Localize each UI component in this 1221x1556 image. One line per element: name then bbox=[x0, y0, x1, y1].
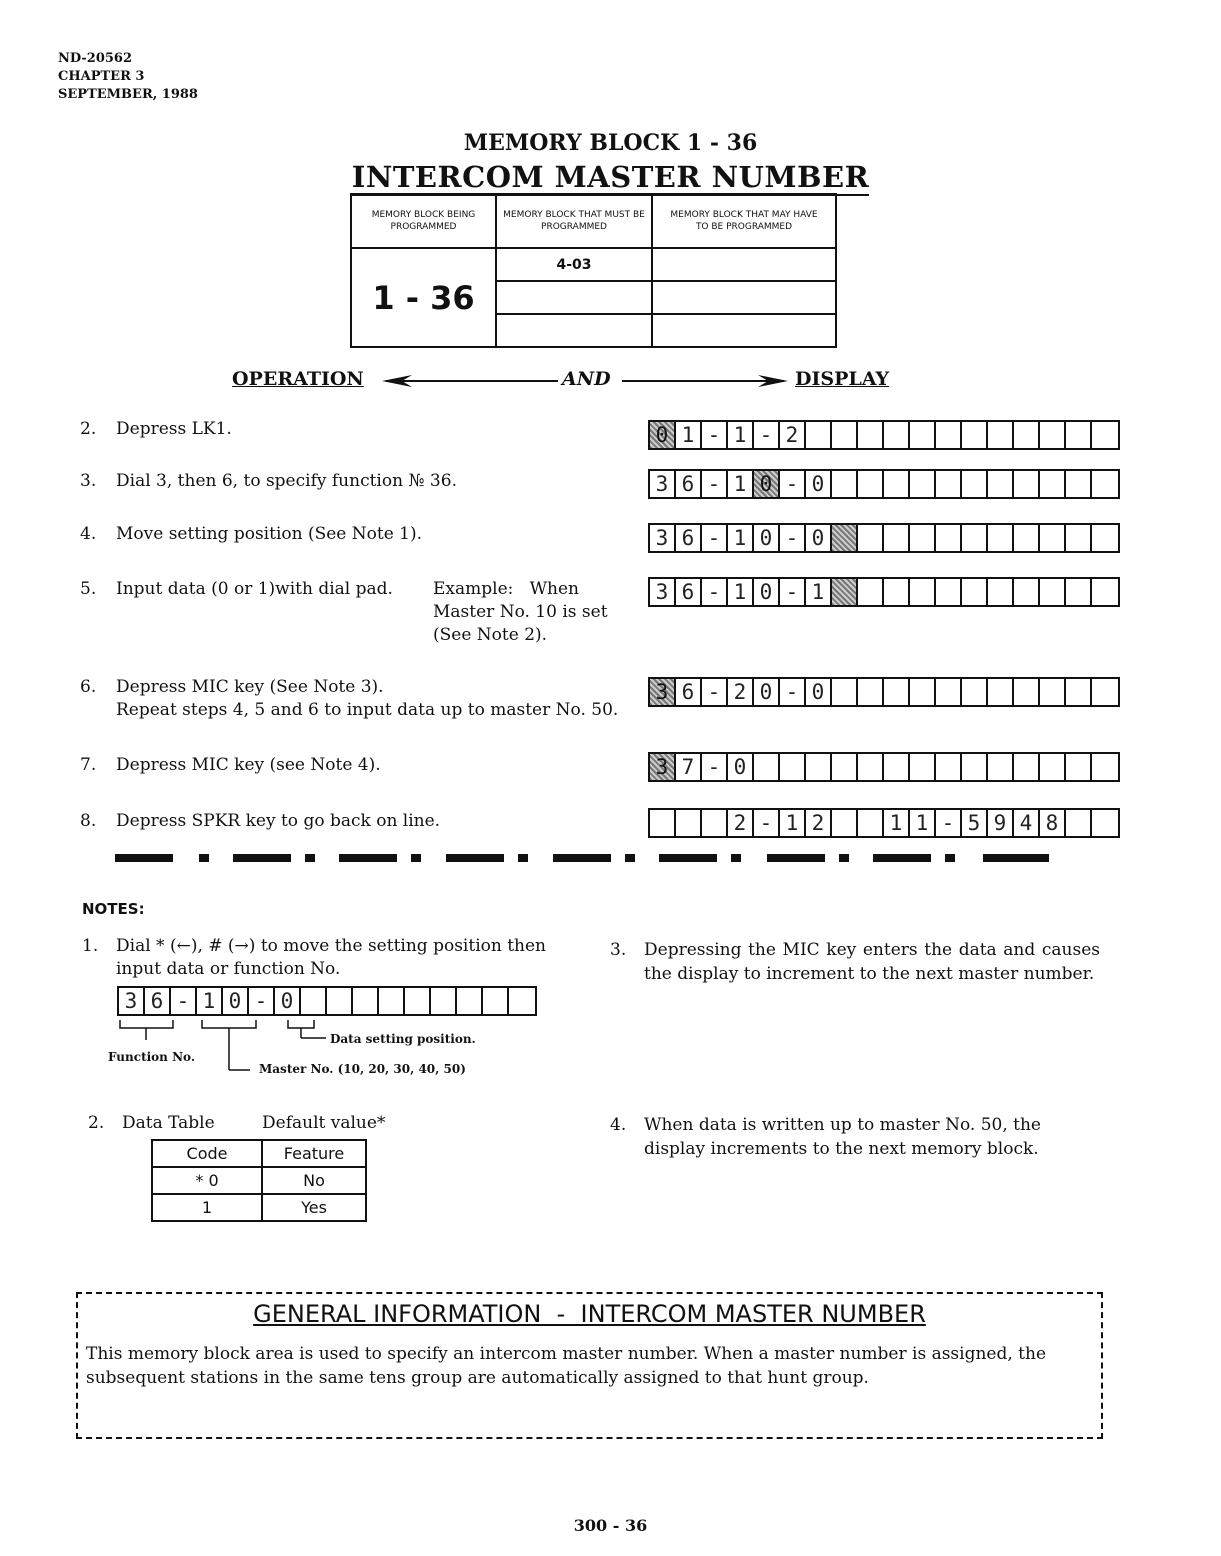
lcd-char: 2 bbox=[728, 810, 754, 836]
lcd-char: - bbox=[249, 988, 275, 1014]
lcd-char: 3 bbox=[650, 754, 676, 780]
lcd-char bbox=[1066, 810, 1092, 836]
lcd-char bbox=[962, 579, 988, 605]
lcd-display bbox=[648, 577, 1120, 607]
data-table-cell: 1 bbox=[152, 1194, 262, 1221]
note-number: 4. bbox=[610, 1115, 627, 1135]
lcd-char bbox=[301, 988, 327, 1014]
lcd-char bbox=[884, 525, 910, 551]
lcd-char bbox=[910, 471, 936, 497]
lcd-char: 6 bbox=[145, 988, 171, 1014]
right-arrow-icon bbox=[620, 368, 790, 394]
lcd-char: - bbox=[780, 579, 806, 605]
note-3 bbox=[610, 938, 1100, 986]
lcd-char bbox=[1092, 422, 1118, 448]
lcd-char: - bbox=[702, 579, 728, 605]
lcd-char bbox=[1066, 525, 1092, 551]
lcd-char bbox=[1092, 679, 1118, 705]
lcd-char: 6 bbox=[676, 471, 702, 497]
operation-label: OPERATION bbox=[232, 368, 364, 390]
step-text: Move setting position (See Note 1). bbox=[116, 524, 423, 544]
lcd-char: 4 bbox=[1014, 810, 1040, 836]
lcd-char bbox=[858, 679, 884, 705]
lcd-char: 3 bbox=[650, 579, 676, 605]
step-number: 6. bbox=[80, 677, 97, 697]
lcd-char bbox=[936, 754, 962, 780]
lcd-char bbox=[858, 525, 884, 551]
date-label: SEPTEMBER, 1988 bbox=[58, 87, 198, 102]
lcd-char bbox=[936, 579, 962, 605]
lcd-char: 6 bbox=[676, 679, 702, 705]
step-number: 7. bbox=[80, 755, 97, 775]
lcd-char bbox=[884, 422, 910, 448]
lcd-char: - bbox=[702, 471, 728, 497]
lcd-char bbox=[988, 579, 1014, 605]
memory-block-table bbox=[350, 193, 837, 348]
lcd-char: - bbox=[702, 422, 728, 448]
lcd-char: 1 bbox=[728, 471, 754, 497]
step-text: Depress SPKR key to go back on line. bbox=[116, 811, 441, 831]
lcd-char bbox=[962, 754, 988, 780]
lcd-char: 9 bbox=[988, 810, 1014, 836]
lcd-char: 6 bbox=[676, 525, 702, 551]
operation-display-line bbox=[232, 368, 932, 398]
notes-heading: NOTES: bbox=[82, 900, 145, 918]
lcd-char bbox=[353, 988, 379, 1014]
lcd-char bbox=[806, 422, 832, 448]
lcd-char bbox=[988, 525, 1014, 551]
lcd-char bbox=[936, 471, 962, 497]
lcd-char: 5 bbox=[962, 810, 988, 836]
lcd-char bbox=[1066, 754, 1092, 780]
lcd-char bbox=[1092, 810, 1118, 836]
lcd-char bbox=[483, 988, 509, 1014]
lcd-char bbox=[832, 754, 858, 780]
page-title-text: INTERCOM MASTER NUMBER bbox=[351, 160, 870, 194]
step-text: Input data (0 or 1)with dial pad. bbox=[116, 579, 393, 599]
lcd-char bbox=[676, 810, 702, 836]
lcd-display bbox=[648, 523, 1120, 553]
lcd-char bbox=[1014, 525, 1040, 551]
page-title bbox=[0, 160, 1221, 194]
note-1 bbox=[82, 935, 572, 981]
example-line: Master No. 10 is set bbox=[433, 602, 608, 622]
lcd-char bbox=[988, 679, 1014, 705]
lcd-char bbox=[858, 471, 884, 497]
display-label: DISPLAY bbox=[795, 368, 890, 390]
lcd-char bbox=[650, 810, 676, 836]
note-number: 2. bbox=[88, 1113, 105, 1133]
lcd-char bbox=[1014, 471, 1040, 497]
table-row bbox=[152, 1194, 366, 1221]
lcd-char: 3 bbox=[650, 525, 676, 551]
may-cell bbox=[652, 281, 836, 314]
step-2 bbox=[80, 418, 232, 441]
lcd-char bbox=[1066, 579, 1092, 605]
lcd-char bbox=[1014, 422, 1040, 448]
data-table-cell: No bbox=[262, 1167, 366, 1194]
data-table-header: Feature bbox=[262, 1140, 366, 1167]
note-number: 3. bbox=[610, 940, 627, 960]
lcd-char: 3 bbox=[650, 679, 676, 705]
lcd-char bbox=[884, 754, 910, 780]
lcd-display bbox=[648, 808, 1120, 838]
lcd-char bbox=[1092, 471, 1118, 497]
lcd-char: 0 bbox=[754, 579, 780, 605]
lcd-char bbox=[457, 988, 483, 1014]
note-text: Depressing the MIC key enters the data and causes the display to increment to the next master number. bbox=[644, 940, 1100, 984]
lcd-char bbox=[988, 471, 1014, 497]
step-number: 2. bbox=[80, 419, 97, 439]
step-text: Depress MIC key (See Note 3). bbox=[116, 677, 384, 697]
lcd-char: 3 bbox=[650, 471, 676, 497]
lcd-char: - bbox=[936, 810, 962, 836]
lcd-char: 0 bbox=[754, 525, 780, 551]
lcd-char bbox=[379, 988, 405, 1014]
lcd-char: 6 bbox=[676, 579, 702, 605]
lcd-char bbox=[1066, 679, 1092, 705]
lcd-char bbox=[884, 471, 910, 497]
lcd-char: 2 bbox=[728, 679, 754, 705]
label-data-setting: Data setting position. bbox=[330, 1032, 476, 1046]
lcd-char: 7 bbox=[676, 754, 702, 780]
lcd-display bbox=[648, 752, 1120, 782]
document-header bbox=[58, 50, 198, 104]
data-table-title: Data Table bbox=[122, 1113, 215, 1133]
lcd-char bbox=[1014, 579, 1040, 605]
lcd-char: 0 bbox=[806, 525, 832, 551]
lcd-char: - bbox=[754, 810, 780, 836]
lcd-char: 1 bbox=[728, 422, 754, 448]
lcd-char bbox=[884, 679, 910, 705]
col-being-programmed: MEMORY BLOCK BEING PROGRAMMED bbox=[351, 194, 496, 248]
lcd-char bbox=[754, 754, 780, 780]
step-number: 4. bbox=[80, 524, 97, 544]
step-text: Dial 3, then 6, to specify function № 36. bbox=[116, 471, 457, 491]
lcd-char: 0 bbox=[223, 988, 249, 1014]
general-information-body: This memory block area is used to specify an intercom master number. When a master number is assigned, the subsequent stations in the same tens group are automatically assigned to that hunt group. bbox=[86, 1344, 1047, 1388]
note-text: When data is written up to master No. 50, the display increments to the next memory block. bbox=[644, 1115, 1041, 1159]
lcd-char bbox=[1014, 754, 1040, 780]
lcd-char bbox=[962, 525, 988, 551]
lcd-char: - bbox=[780, 525, 806, 551]
step-5 bbox=[80, 578, 393, 601]
dashed-separator bbox=[115, 854, 1055, 864]
lcd-char bbox=[1040, 525, 1066, 551]
example-line: (See Note 2). bbox=[433, 625, 548, 645]
lcd-char bbox=[405, 988, 431, 1014]
lcd-char bbox=[988, 754, 1014, 780]
col-may-be-programmed: MEMORY BLOCK THAT MAY HAVE TO BE PROGRAMMED bbox=[652, 194, 836, 248]
lcd-char bbox=[832, 579, 858, 605]
may-cell bbox=[652, 248, 836, 281]
lcd-char: - bbox=[702, 754, 728, 780]
step-8 bbox=[80, 810, 440, 833]
general-information-title bbox=[76, 1300, 1103, 1328]
example-line: Example: When bbox=[433, 579, 580, 599]
lcd-char bbox=[1092, 579, 1118, 605]
lcd-char bbox=[962, 471, 988, 497]
lcd-char bbox=[806, 754, 832, 780]
lcd-char bbox=[884, 579, 910, 605]
table-row bbox=[152, 1167, 366, 1194]
lcd-char bbox=[1040, 679, 1066, 705]
note-2 bbox=[88, 1112, 385, 1135]
chapter-label: CHAPTER 3 bbox=[58, 69, 145, 84]
lcd-char bbox=[509, 988, 535, 1014]
lcd-char: 1 bbox=[780, 810, 806, 836]
step-number: 8. bbox=[80, 811, 97, 831]
step-5-example bbox=[433, 578, 608, 647]
lcd-char: - bbox=[171, 988, 197, 1014]
lcd-char: 3 bbox=[119, 988, 145, 1014]
step-7 bbox=[80, 754, 381, 777]
lcd-char: 1 bbox=[728, 525, 754, 551]
lcd-char bbox=[936, 525, 962, 551]
lcd-char bbox=[1092, 754, 1118, 780]
default-value-label: Default value* bbox=[262, 1113, 386, 1133]
step-number: 3. bbox=[80, 471, 97, 491]
lcd-char bbox=[1014, 679, 1040, 705]
lcd-char bbox=[962, 422, 988, 448]
block-number: 1 - 36 bbox=[351, 248, 496, 347]
lcd-char bbox=[702, 810, 728, 836]
doc-number: ND-20562 bbox=[58, 51, 133, 66]
memory-block-title: MEMORY BLOCK 1 - 36 bbox=[463, 130, 758, 156]
lcd-char bbox=[1092, 525, 1118, 551]
lcd-char bbox=[1040, 422, 1066, 448]
lcd-char: 1 bbox=[728, 579, 754, 605]
lcd-char bbox=[1066, 422, 1092, 448]
lcd-char: 0 bbox=[754, 471, 780, 497]
lcd-char bbox=[832, 422, 858, 448]
lcd-char: 0 bbox=[728, 754, 754, 780]
lcd-char: - bbox=[754, 422, 780, 448]
lcd-char bbox=[1040, 579, 1066, 605]
lcd-char: 2 bbox=[806, 810, 832, 836]
lcd-char: - bbox=[780, 471, 806, 497]
lcd-char: 0 bbox=[806, 471, 832, 497]
lcd-char bbox=[910, 579, 936, 605]
lcd-char: 1 bbox=[197, 988, 223, 1014]
lcd-display bbox=[648, 420, 1120, 450]
lcd-char bbox=[832, 525, 858, 551]
may-cell bbox=[652, 314, 836, 347]
lcd-char bbox=[858, 579, 884, 605]
lcd-char: 1 bbox=[910, 810, 936, 836]
lcd-char bbox=[988, 422, 1014, 448]
lcd-char: 0 bbox=[650, 422, 676, 448]
data-table-cell: * 0 bbox=[152, 1167, 262, 1194]
lcd-char bbox=[910, 525, 936, 551]
must-cell bbox=[496, 281, 652, 314]
lcd-char bbox=[431, 988, 457, 1014]
page-number: 300 - 36 bbox=[573, 1516, 648, 1535]
lcd-char: 8 bbox=[1040, 810, 1066, 836]
lcd-char: 0 bbox=[754, 679, 780, 705]
lcd-display bbox=[648, 469, 1120, 499]
lcd-char bbox=[962, 679, 988, 705]
general-information-title-text: GENERAL INFORMATION - INTERCOM MASTER NUMBER bbox=[253, 1300, 926, 1328]
lcd-char bbox=[1066, 471, 1092, 497]
step-text: Depress LK1. bbox=[116, 419, 232, 439]
lcd-char bbox=[858, 810, 884, 836]
note-number: 1. bbox=[82, 936, 99, 956]
lcd-char bbox=[1040, 471, 1066, 497]
lcd-char bbox=[832, 810, 858, 836]
lcd-char bbox=[858, 754, 884, 780]
step-6 bbox=[80, 676, 618, 722]
left-arrow-icon bbox=[380, 368, 560, 394]
lcd-char bbox=[1040, 754, 1066, 780]
lcd-char bbox=[910, 422, 936, 448]
lcd-char bbox=[832, 679, 858, 705]
data-table-cell: Yes bbox=[262, 1194, 366, 1221]
lcd-char: - bbox=[780, 679, 806, 705]
data-table-header: Code bbox=[152, 1140, 262, 1167]
lcd-char bbox=[910, 754, 936, 780]
lcd-char bbox=[936, 679, 962, 705]
step-3 bbox=[80, 470, 457, 493]
lcd-char: - bbox=[702, 679, 728, 705]
step-4 bbox=[80, 523, 422, 546]
lcd-display bbox=[648, 677, 1120, 707]
and-label: AND bbox=[562, 368, 611, 390]
lcd-char bbox=[832, 471, 858, 497]
lcd-char: 0 bbox=[806, 679, 832, 705]
note-4 bbox=[610, 1113, 1100, 1161]
lcd-char: 1 bbox=[884, 810, 910, 836]
lcd-char bbox=[780, 754, 806, 780]
lcd-char: 1 bbox=[676, 422, 702, 448]
note-text: Dial * (←), # (→) to move the setting position then input data or function No. bbox=[116, 936, 547, 979]
label-master-no: Master No. (10, 20, 30, 40, 50) bbox=[259, 1062, 466, 1076]
lcd-char: 0 bbox=[275, 988, 301, 1014]
col-must-be-programmed: MEMORY BLOCK THAT MUST BE PROGRAMMED bbox=[496, 194, 652, 248]
lcd-char: 1 bbox=[806, 579, 832, 605]
data-table bbox=[151, 1139, 367, 1222]
lcd-char: 2 bbox=[780, 422, 806, 448]
must-cell bbox=[496, 314, 652, 347]
must-cell: 4-03 bbox=[496, 248, 652, 281]
lcd-char bbox=[858, 422, 884, 448]
lcd-char: - bbox=[702, 525, 728, 551]
lcd-char bbox=[936, 422, 962, 448]
step-number: 5. bbox=[80, 579, 97, 599]
label-function-no: Function No. bbox=[108, 1050, 196, 1064]
lcd-char bbox=[327, 988, 353, 1014]
step-text: Depress MIC key (see Note 4). bbox=[116, 755, 381, 775]
note-1-lcd bbox=[117, 986, 537, 1016]
lcd-char bbox=[910, 679, 936, 705]
step-text: Repeat steps 4, 5 and 6 to input data up to master No. 50. bbox=[116, 700, 619, 720]
